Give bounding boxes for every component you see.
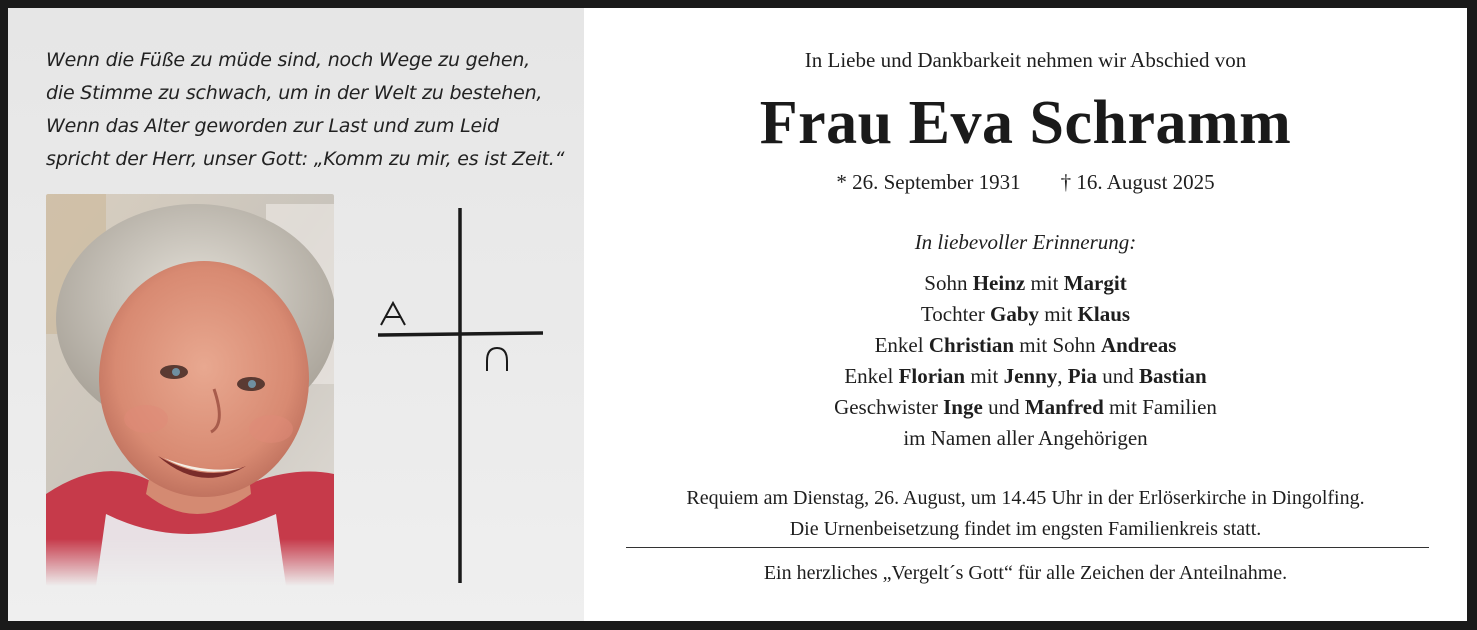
- family-line: [584, 392, 1467, 423]
- family-text: im Namen aller Angehörigen: [903, 426, 1148, 450]
- family-member-name: Pia: [1067, 364, 1097, 388]
- notice-text: [584, 8, 1467, 621]
- divider: [626, 547, 1429, 548]
- family-line: [584, 423, 1467, 454]
- poem-line: die Stimme zu schwach, um in der Welt zu bestehen,: [46, 82, 543, 104]
- family-text: Enkel: [874, 333, 929, 357]
- family-text: mit: [1025, 271, 1064, 295]
- life-dates: [584, 170, 1467, 195]
- memory-heading: In liebevoller Erinnerung:: [914, 230, 1137, 254]
- family-member-name: Christian: [928, 333, 1014, 357]
- deceased-name: Frau Eva Schramm: [759, 89, 1292, 157]
- family-member-name: Gaby: [990, 302, 1040, 326]
- portrait-photo: [46, 194, 334, 586]
- family-text: Sohn: [924, 271, 973, 295]
- family-text: Geschwister: [834, 395, 944, 419]
- family-member-name: Manfred: [1024, 395, 1104, 419]
- alpha-omega-cross: [363, 203, 548, 588]
- family-line: [584, 361, 1467, 392]
- family-text: mit Sohn: [1014, 333, 1101, 357]
- requiem-info: [584, 483, 1467, 545]
- death-date: † 16. August 2025: [1060, 170, 1215, 194]
- family-member-name: Florian: [898, 364, 966, 388]
- burial-line: Die Urnenbeisetzung findet im engsten Familienkreis statt.: [789, 518, 1262, 540]
- family-line: [584, 330, 1467, 361]
- family-member-name: Heinz: [972, 271, 1026, 295]
- family-text: ,: [1057, 364, 1068, 388]
- family-member-name: Andreas: [1100, 333, 1177, 357]
- family-text: und: [1096, 364, 1139, 388]
- requiem-line: Requiem am Dienstag, 26. August, um 14.45 Uhr in der Erlöserkirche in Dingolfing.: [686, 487, 1365, 509]
- family-text: Tochter: [920, 302, 991, 326]
- poem-line: Wenn das Alter geworden zur Last und zum Leid: [46, 115, 499, 137]
- poem: [46, 44, 576, 176]
- family-member-name: Margit: [1063, 271, 1127, 295]
- family-text: und: [982, 395, 1025, 419]
- family-line: [584, 268, 1467, 299]
- family-text: mit Familien: [1103, 395, 1217, 419]
- family-text: Enkel: [844, 364, 899, 388]
- alpha-symbol: [381, 303, 405, 325]
- family-member-name: Jenny: [1003, 364, 1058, 388]
- omega-symbol: [487, 348, 507, 371]
- birth-date: * 26. September 1931: [836, 170, 1021, 194]
- poem-line: spricht der Herr, unser Gott: „Komm zu mir, es ist Zeit.“: [46, 148, 565, 170]
- obituary-notice: [8, 8, 1467, 621]
- left-panel: [8, 8, 584, 621]
- family-member-name: Inge: [943, 395, 983, 419]
- cross-horizontal-beam: [378, 333, 543, 335]
- poem-line: Wenn die Füße zu müde sind, noch Wege zu gehen,: [46, 49, 530, 71]
- intro-text: In Liebe und Dankbarkeit nehmen wir Abschied von: [804, 48, 1247, 72]
- family-member-name: Bastian: [1138, 364, 1207, 388]
- thanks-text: Ein herzliches „Vergelt´s Gott“ für alle Zeichen der Anteilnahme.: [763, 562, 1288, 584]
- family-text: mit: [1039, 302, 1078, 326]
- family-list: [584, 268, 1467, 454]
- family-line: [584, 299, 1467, 330]
- family-text: mit: [965, 364, 1004, 388]
- family-member-name: Klaus: [1077, 302, 1131, 326]
